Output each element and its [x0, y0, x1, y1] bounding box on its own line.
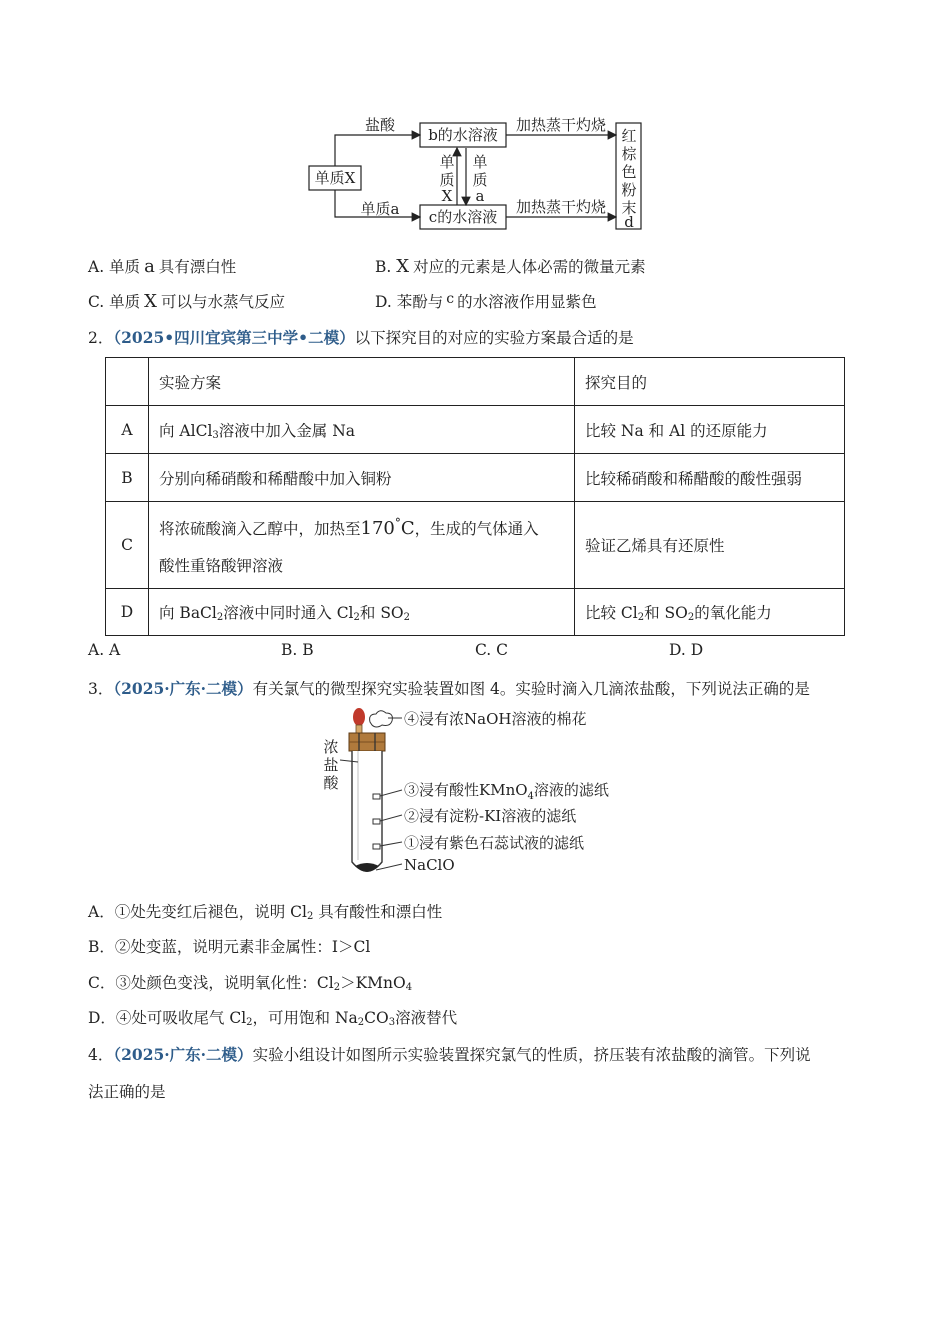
q4-source-tag: （2025·广东·二模）	[113, 1045, 253, 1064]
svg-text:单: 单	[472, 153, 488, 171]
table-row: B 分别向稀硝酸和稀醋酸中加入铜粉 比较稀硝酸和稀醋酸的酸性强弱	[106, 454, 845, 502]
svg-text:红: 红	[621, 127, 637, 145]
q3-apparatus-diagram	[318, 700, 648, 880]
q3-stem: 3．（2025·广东·二模）有关氯气的微型探究实验装置如图 4。实验时滴入几滴浓盐酸，下列说法正确的是	[88, 679, 810, 698]
q3-source-tag: （2025·广东·二模）	[113, 679, 253, 698]
q1-option-c[interactable]: C. 单质 X 可以与水蒸气反应	[88, 291, 286, 312]
header-goal: 探究目的	[575, 358, 845, 406]
q1-option-a[interactable]: A. 单质 a 具有漂白性	[88, 256, 237, 277]
table-header-row	[106, 358, 845, 406]
q2-source-tag: （2025•四川宜宾第三中学•二模）	[113, 328, 355, 347]
q2-option-a[interactable]: A. A	[88, 641, 121, 659]
q2-option-b[interactable]: B. B	[281, 641, 314, 659]
q3-option-a[interactable]: A．①处先变红后褪色，说明 $Cl_2$ 具有酸性和漂白性	[88, 903, 443, 922]
svg-text:棕: 棕	[621, 145, 637, 163]
svg-text:盐: 盐	[323, 756, 339, 774]
label-4: ④浸有浓NaOH溶液的棉花	[404, 710, 587, 728]
filter-paper-3	[373, 794, 380, 799]
hcl-label: 盐酸	[364, 116, 396, 134]
q4-stem-line1: 4．（2025·广东·二模）实验小组设计如图所示实验装置探究氯气的性质，挤压装有浓盐酸的滴管。下列说	[88, 1045, 811, 1064]
cotton-icon	[370, 711, 393, 727]
q3-option-d[interactable]: D．④处可吸收尾气 $Cl_2$，可用饱和 $Na_2CO_3$溶液替代	[88, 1009, 458, 1028]
svg-text:酸: 酸	[323, 774, 339, 792]
q1-option-d[interactable]: D. 苯酚与 c 的水溶液作用显紫色	[375, 291, 597, 311]
label-3: ③浸有酸性KMnO$_4$溶液的滤纸	[404, 781, 609, 802]
q4-stem-line2: 法正确的是	[88, 1083, 166, 1101]
svg-text:末: 末	[621, 199, 637, 217]
header-plan: 实验方案	[149, 358, 575, 406]
naclo-label: NaClO	[404, 856, 455, 874]
filter-paper-1	[373, 844, 380, 849]
svg-text:X: X	[441, 187, 453, 205]
test-tube	[352, 751, 382, 871]
svg-text:质: 质	[439, 171, 455, 189]
table-row: C 将浓硫酸滴入乙醇中，加热至170°C，生成的气体通入 酸性重铬酸钾溶液 验证乙烯具有还原性	[106, 502, 845, 589]
q2-experiment-table	[105, 357, 845, 636]
elem-a-label: 单质a	[360, 200, 400, 218]
svg-text:粉: 粉	[621, 181, 637, 199]
q1-option-b[interactable]: B. X 对应的元素是人体必需的微量元素	[375, 256, 646, 277]
q3-option-b[interactable]: B．②处变蓝，说明元素非金属性：I＞Cl	[88, 938, 371, 956]
q3-option-c[interactable]: C．③处颜色变浅，说明氧化性：$Cl_2>KMnO_4$	[88, 974, 413, 993]
svg-text:a: a	[475, 187, 485, 205]
conc-hcl-label	[323, 738, 339, 792]
svg-text:单: 单	[439, 153, 455, 171]
table-row: D 向 BaCl$_2$溶液中同时通入 $Cl_2$和 $SO_2$ 比较 $Cl_2$和 $SO_2$的氧化能力	[106, 589, 845, 636]
filter-paper-2	[373, 819, 380, 824]
mid-elem-a-label	[472, 153, 487, 205]
dropper-bulb	[353, 708, 365, 726]
mid-elem-x-label	[439, 153, 454, 205]
q2-option-d[interactable]: D. D	[669, 641, 704, 659]
label-1: ①浸有紫色石蕊试液的滤纸	[404, 834, 585, 852]
svg-text:色: 色	[621, 163, 637, 181]
c-solution-label: c的水溶液	[428, 208, 498, 226]
heat-bottom-label: 加热蒸干灼烧	[515, 198, 607, 216]
heat-top-label: 加热蒸干灼烧	[515, 116, 607, 134]
label-2: ②浸有淀粉-KI溶液的滤纸	[404, 807, 577, 825]
q2-stem: 2．（2025•四川宜宾第三中学•二模）以下探究目的对应的实验方案最合适的是	[88, 328, 634, 347]
svg-text:质: 质	[472, 171, 488, 189]
b-solution-label: b的水溶液	[428, 126, 498, 144]
elem-x-label: 单质X	[314, 169, 356, 187]
table-row: A 向 AlCl$_3$溶液中加入金属 Na 比较 Na 和 Al 的还原能力	[106, 406, 845, 454]
svg-text:浓: 浓	[323, 738, 339, 756]
q2-option-c[interactable]: C. C	[475, 641, 509, 659]
red-powder-label	[621, 127, 637, 231]
arrow-x-to-b	[335, 135, 420, 166]
q1-flow-diagram	[300, 110, 650, 235]
svg-text:d: d	[624, 213, 634, 231]
